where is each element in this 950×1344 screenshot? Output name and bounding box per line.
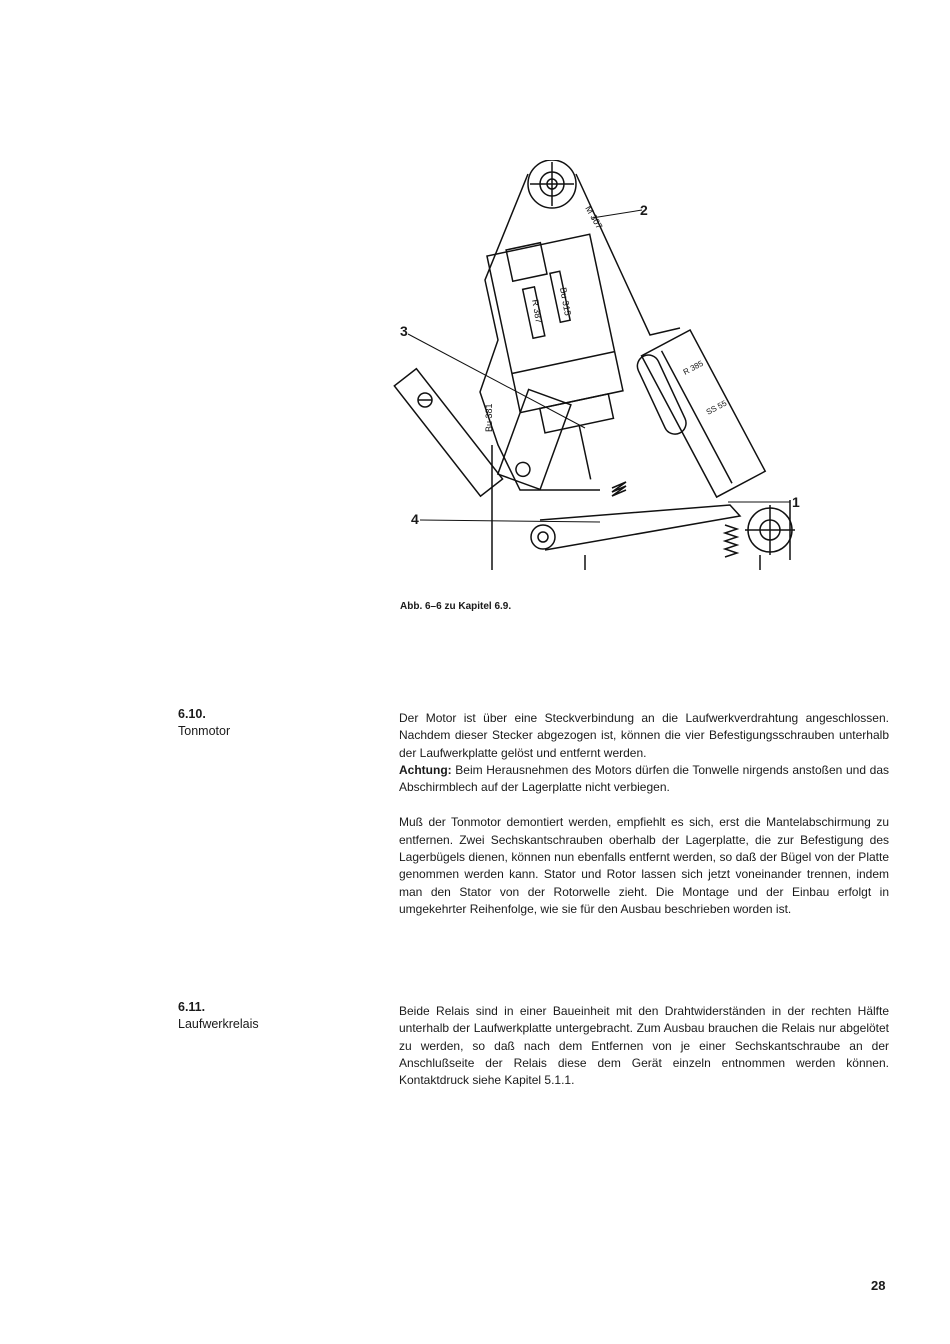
section-title-tonmotor: Tonmotor — [178, 724, 231, 738]
section-number-6-10: 6.10. — [178, 707, 206, 721]
paragraph: Muß der Tonmotor demontiert werden, empfiehlt es sich, erst die Mantelabschirmung zu entfernen. Zwei Sechskantschrauben oberhalb der Lagerplatte, die zur Befestigung des Lagerbügels dienen, können nun ebenfalls entfernt werden, so daß der Bügel von der Platte genommen werden kann. Stator und Rotor lassen sich jetzt voneinander trennen, indem man den Stator von der Rotorwelle zieht. Die Montage und der Einbau erfolgt in umgekehrter Reihenfolge, wie sie für den Ausbau beschrieben worden ist. — [399, 815, 889, 916]
warning-text: Beim Herausnehmen des Motors dürfen die Tonwelle nirgends anstoßen und das Abschirmblech auf der Lagerplatte nicht verbiegen. — [399, 762, 889, 795]
paragraph: Beide Relais sind in einer Baueinheit mit den Drahtwiderständen in der rechten Hälfte unterhalb der Laufwerkplatte untergebracht. Zum Ausbau brauchen die Relais nur abgelötet zu werden, so daß nach dem Entfernen von je einer Sechskantschraube an der Anschlußseite der Relais diese dem Gerät einzeln entnommen werden können. Kontaktdruck siehe Kapitel 5.1.1. — [399, 1004, 889, 1088]
callout-4: 4 — [411, 511, 419, 527]
section-title-laufwerkrelais: Laufwerkrelais — [178, 1017, 259, 1031]
callout-2: 2 — [640, 202, 648, 218]
callout-1: 1 — [792, 494, 800, 510]
motor-assembly-diagram — [380, 160, 810, 580]
figure-caption: Abb. 6–6 zu Kapitel 6.9. — [400, 601, 512, 612]
section-number-6-11: 6.11. — [178, 1000, 206, 1014]
label-bu381: Bu 381 — [484, 403, 494, 432]
label-r387: R 387 — [530, 298, 545, 325]
page-number: 28 — [871, 1278, 886, 1293]
section-body-tonmotor — [399, 710, 889, 918]
paragraph-warning — [399, 762, 889, 797]
label-m307: M 307 — [583, 204, 605, 231]
label-r385: R 385 — [681, 358, 705, 377]
warning-label: Achtung: — [399, 762, 452, 777]
callout-3: 3 — [400, 323, 408, 339]
label-ss55: SS 55 — [704, 398, 729, 417]
label-bu315: Bu 315 — [558, 286, 573, 317]
paragraph: Der Motor ist über eine Steckverbindung an die Laufwerkverdrahtung angeschlossen. Nachdem dieser Stecker abgezogen ist, können die vier Befestigungsschrauben unterhalb der Laufwerkplatte gelöst und entfernt werden. — [399, 711, 889, 760]
section-body-laufwerkrelais — [399, 1003, 889, 1089]
